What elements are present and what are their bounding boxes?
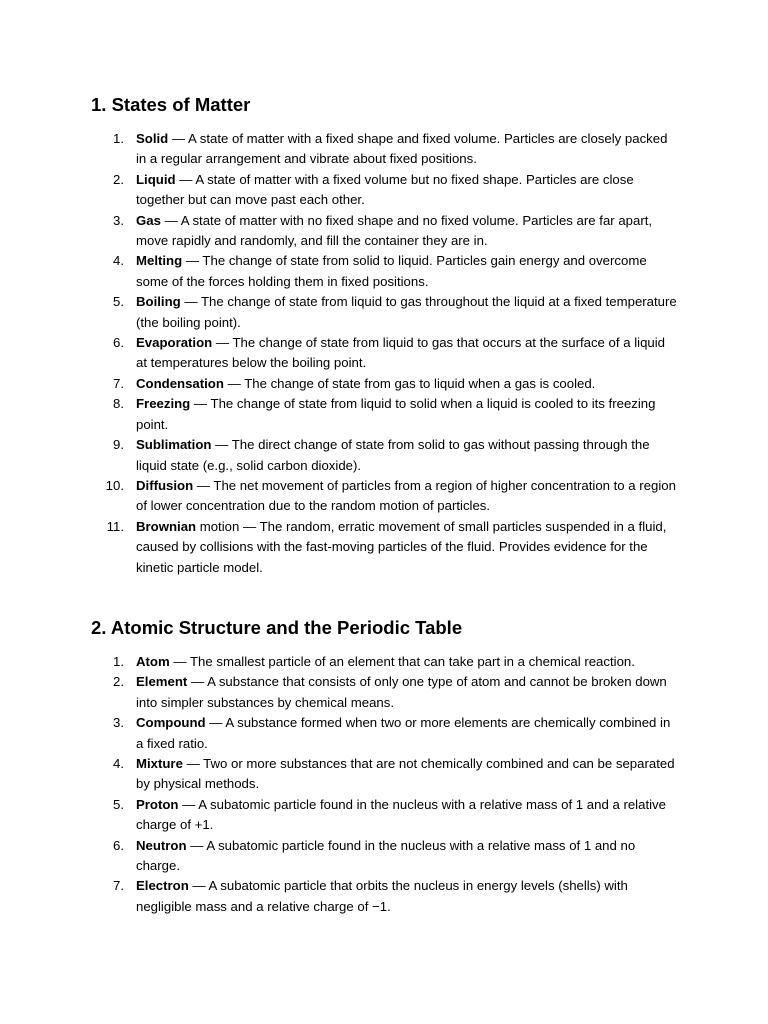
item-definition: — A substance that consists of only one type of atom and cannot be broken down into simpler substances by chemical means. <box>136 674 667 710</box>
item-number: 7. <box>113 878 124 894</box>
list-item <box>91 170 678 211</box>
item-term: Boiling <box>136 294 181 310</box>
item-definition: — A substance formed when two or more elements are chemically combined in a fixed ratio. <box>136 715 671 751</box>
item-number: 2. <box>113 171 124 187</box>
item-definition: — A subatomic particle found in the nucleus with a relative mass of 1 and no charge. <box>136 837 636 873</box>
definition-list <box>91 652 678 917</box>
list-item <box>91 795 678 836</box>
item-number: 3. <box>113 212 124 228</box>
item-definition: — The net movement of particles from a region of higher concentration to a region of lower concentration due to the random motion of particles. <box>136 477 676 514</box>
item-definition: — The change of state from liquid to gas throughout the liquid at a fixed temperature (the boiling point). <box>136 294 677 330</box>
section-heading: 1. States of Matter <box>91 94 251 115</box>
list-item <box>91 292 678 333</box>
item-definition: — A state of matter with no fixed shape and no fixed volume. Particles are far apart, move rapidly and randomly, and fill the container they are in. <box>136 212 653 249</box>
list-item <box>91 836 678 877</box>
item-term: Element <box>136 674 188 690</box>
item-term: Brownian <box>136 518 197 534</box>
list-item <box>91 876 678 917</box>
item-number: 3. <box>113 715 124 731</box>
item-term: Proton <box>136 796 179 812</box>
item-number: 1. <box>113 653 124 669</box>
item-term: Compound <box>136 715 206 731</box>
item-term: Melting <box>136 253 183 269</box>
section-states-of-matter <box>91 0 678 578</box>
item-number: 5. <box>113 796 124 812</box>
list-item <box>91 211 678 252</box>
item-number: 10. <box>105 477 124 493</box>
item-definition: — A state of matter with a fixed shape and fixed volume. Particles are closely packed in a regular arrangement and vibrate about fixed positions. <box>136 131 668 167</box>
item-definition: — Two or more substances that are not chemically combined and can be separated by physical methods. <box>136 755 675 792</box>
item-term: Sublimation <box>136 437 212 453</box>
item-definition: — The direct change of state from solid to gas without passing through the liquid state (e.g., solid carbon dioxide). <box>136 437 650 473</box>
list-item <box>91 251 678 292</box>
definition-list <box>91 129 678 578</box>
item-definition: — The change of state from liquid to gas that occurs at the surface of a liquid at temperatures below the boiling point. <box>136 335 665 371</box>
item-definition: — The change of state from solid to liquid. Particles gain energy and overcome some of the forces holding them in fixed positions. <box>136 253 647 289</box>
item-number: 4. <box>113 755 124 771</box>
item-number: 6. <box>113 335 124 351</box>
item-number: 1. <box>113 131 124 146</box>
item-number: 6. <box>113 837 124 853</box>
list-item <box>91 517 678 578</box>
item-definition: — A subatomic particle found in the nucleus with a relative mass of 1 and a relative charge of +1. <box>136 796 666 833</box>
item-number: 2. <box>113 674 124 690</box>
list-item <box>91 476 678 517</box>
item-number: 4. <box>113 253 124 269</box>
item-term: Solid <box>136 131 169 146</box>
list-item <box>91 374 678 394</box>
list-item <box>91 652 678 672</box>
item-term: Evaporation <box>136 335 213 351</box>
item-definition: — A state of matter with a fixed volume but no fixed shape. Particles are close together but can move past each other. <box>136 171 634 208</box>
item-number: 5. <box>113 294 124 310</box>
item-term: Freezing <box>136 396 191 412</box>
item-term: Electron <box>136 878 189 894</box>
item-term: Condensation <box>136 375 224 391</box>
item-term: Diffusion <box>136 477 194 493</box>
item-definition: — The smallest particle of an element that can take part in a chemical reaction. <box>169 653 635 669</box>
list-item <box>91 713 678 754</box>
item-number: 11. <box>106 518 124 534</box>
item-number: 8. <box>113 396 124 412</box>
item-term: Neutron <box>136 837 187 853</box>
list-item <box>91 672 678 713</box>
item-term: Liquid <box>136 171 176 187</box>
item-definition: — The change of state from gas to liquid when a gas is cooled. <box>223 375 596 391</box>
section-heading: 2. Atomic Structure and the Periodic Table <box>91 616 463 638</box>
item-term: Mixture <box>136 755 183 771</box>
list-item <box>91 754 678 795</box>
list-item <box>91 129 678 170</box>
list-item <box>91 333 678 374</box>
section-atomic-structure <box>91 578 678 917</box>
item-definition: — The change of state from liquid to solid when a liquid is cooled to its freezing point. <box>136 396 656 432</box>
item-definition: — A subatomic particle that orbits the nucleus in energy levels (shells) with negligible mass and a relative charge of −1. <box>136 878 628 914</box>
item-term: Gas <box>136 212 161 228</box>
list-item <box>91 394 678 435</box>
item-definition: motion — The random, erratic movement of small particles suspended in a fluid, caused by collisions with the fast-moving particles of the fluid. Provides evidence for the kinetic particle model. <box>136 518 667 575</box>
item-term: Atom <box>136 653 170 669</box>
item-number: 9. <box>113 437 124 453</box>
list-item <box>91 435 678 476</box>
item-number: 7. <box>113 375 124 391</box>
